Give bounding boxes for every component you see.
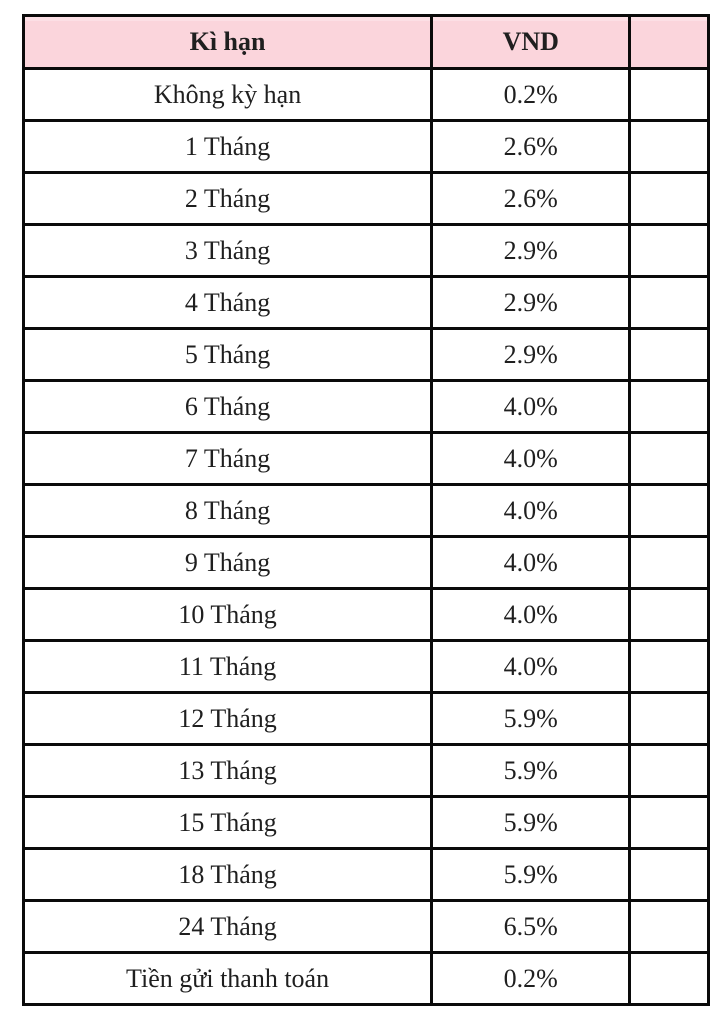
rate-cell: 4.0% xyxy=(432,589,630,641)
term-cell: 3 Tháng xyxy=(24,225,432,277)
rate-cell: 0.2% xyxy=(432,953,630,1005)
term-cell: 9 Tháng xyxy=(24,537,432,589)
rate-cell: 6.5% xyxy=(432,901,630,953)
header-vnd: VND xyxy=(432,16,630,69)
extra-cell xyxy=(630,849,709,901)
term-cell: Tiền gửi thanh toán xyxy=(24,953,432,1005)
extra-cell xyxy=(630,69,709,121)
table-row xyxy=(24,537,709,589)
term-cell: 5 Tháng xyxy=(24,329,432,381)
rate-cell: 2.9% xyxy=(432,225,630,277)
table-row xyxy=(24,641,709,693)
extra-cell xyxy=(630,173,709,225)
term-cell: 15 Tháng xyxy=(24,797,432,849)
rate-cell: 2.9% xyxy=(432,277,630,329)
rate-cell: 4.0% xyxy=(432,433,630,485)
extra-cell xyxy=(630,953,709,1005)
table-row xyxy=(24,69,709,121)
extra-cell xyxy=(630,329,709,381)
rate-cell: 5.9% xyxy=(432,797,630,849)
rate-cell: 4.0% xyxy=(432,381,630,433)
term-cell: 8 Tháng xyxy=(24,485,432,537)
term-cell: 18 Tháng xyxy=(24,849,432,901)
extra-cell xyxy=(630,121,709,173)
rate-cell: 2.6% xyxy=(432,121,630,173)
table-row xyxy=(24,953,709,1005)
table-row xyxy=(24,589,709,641)
rate-cell: 0.2% xyxy=(432,69,630,121)
extra-cell xyxy=(630,693,709,745)
table-row xyxy=(24,173,709,225)
header-term: Kì hạn xyxy=(24,16,432,69)
term-cell: 10 Tháng xyxy=(24,589,432,641)
extra-cell xyxy=(630,433,709,485)
term-cell: 12 Tháng xyxy=(24,693,432,745)
rate-cell: 4.0% xyxy=(432,537,630,589)
term-cell: 4 Tháng xyxy=(24,277,432,329)
extra-cell xyxy=(630,901,709,953)
rate-cell: 4.0% xyxy=(432,485,630,537)
rate-cell: 5.9% xyxy=(432,745,630,797)
extra-cell xyxy=(630,485,709,537)
table-row xyxy=(24,797,709,849)
header-extra-clipped xyxy=(630,16,709,69)
rate-cell: 2.9% xyxy=(432,329,630,381)
term-cell: 2 Tháng xyxy=(24,173,432,225)
table-row xyxy=(24,901,709,953)
term-cell: 1 Tháng xyxy=(24,121,432,173)
interest-rate-table xyxy=(22,14,710,1006)
table-row xyxy=(24,693,709,745)
term-cell: 24 Tháng xyxy=(24,901,432,953)
extra-cell xyxy=(630,381,709,433)
table-row xyxy=(24,225,709,277)
table-row xyxy=(24,745,709,797)
extra-cell xyxy=(630,589,709,641)
extra-cell xyxy=(630,745,709,797)
table-row xyxy=(24,849,709,901)
table-row xyxy=(24,121,709,173)
rate-cell: 4.0% xyxy=(432,641,630,693)
term-cell: 6 Tháng xyxy=(24,381,432,433)
table-row xyxy=(24,433,709,485)
term-cell: Không kỳ hạn xyxy=(24,69,432,121)
rate-cell: 5.9% xyxy=(432,849,630,901)
term-cell: 7 Tháng xyxy=(24,433,432,485)
table-row xyxy=(24,485,709,537)
extra-cell xyxy=(630,537,709,589)
table-row xyxy=(24,277,709,329)
header-row xyxy=(24,16,709,69)
extra-cell xyxy=(630,641,709,693)
term-cell: 13 Tháng xyxy=(24,745,432,797)
extra-cell xyxy=(630,225,709,277)
extra-cell xyxy=(630,277,709,329)
term-cell: 11 Tháng xyxy=(24,641,432,693)
extra-cell xyxy=(630,797,709,849)
rate-cell: 2.6% xyxy=(432,173,630,225)
table-row xyxy=(24,329,709,381)
rate-cell: 5.9% xyxy=(432,693,630,745)
table-row xyxy=(24,381,709,433)
